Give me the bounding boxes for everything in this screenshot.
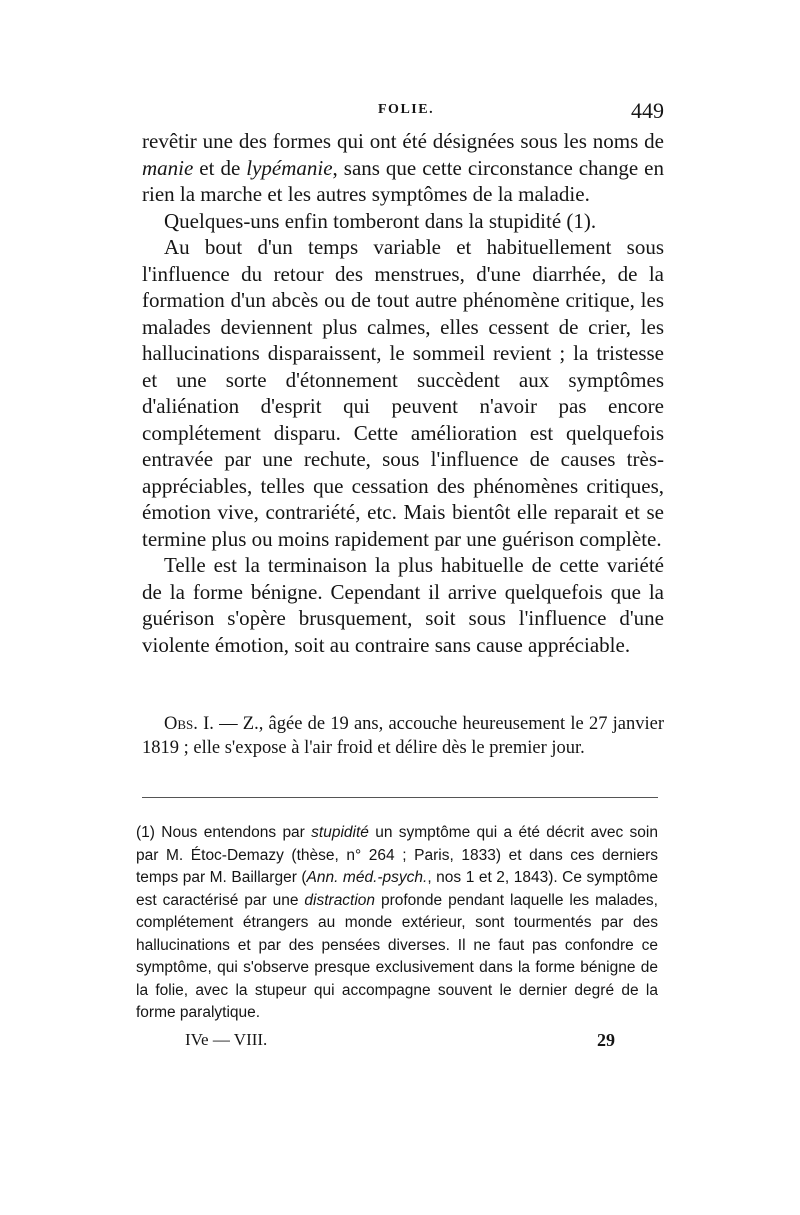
paragraph-3: Au bout d'un temps variable et habituellement sous l'influence du retour des menstrues, d'une diarrhée, de la formation d'un abcès ou de tout autre phénomène critique, les malades deviennent plus calmes, elles cessent de crier, les hallucinations disparaissent, le sommeil revient ; la tristesse et une sorte d'étonnement succèdent aux symptômes d'aliénation d'esprit qui peuvent n'avoir pas encore complétement disparu. Cette amélioration est quelquefois entravée par une rechute, sous l'influence de causes très-appréciables, telles que cessation des phénomènes critiques, émotion vive, contrariété, etc. Mais bientôt elle reparait et se termine plus ou moins rapidement par une guérison complète. [142, 235, 664, 551]
text-run: , sans que cette circonstance change en rien la marche et les autres symptômes de la maladie. [142, 155, 665, 206]
text-run: , nos 1 et 2, 1843). Ce symptôme est caractérisé par une [136, 869, 658, 909]
signature-line [185, 1030, 615, 1058]
text-run: un symptôme qui a été décrit avec soin par M. Étoc-Demazy (thèse, n° 264 ; Paris, 1833) et dans ces derniers temps par M. Baillarger ( [136, 824, 658, 886]
observation-label: Obs. I. [164, 714, 214, 734]
page-header [142, 98, 664, 128]
italic-term-stupidite: stupidité [311, 824, 369, 841]
running-title: FOLIE. [378, 102, 435, 117]
italic-term-manie: manie [142, 155, 194, 180]
italic-term-lypemanie: lypémanie [246, 155, 333, 180]
text-run: (1) Nous entendons par [136, 824, 312, 841]
italic-journal-title: Ann. méd.-psych. [306, 869, 428, 886]
observation-paragraph [142, 712, 664, 760]
footnote-paragraph [136, 822, 658, 1025]
footnote-divider [142, 797, 658, 798]
observation-text: — Z., âgée de 19 ans, accouche heureusement le 27 janvier 1819 ; elle s'expose à l'air froid et délire dès le premier jour. [142, 714, 665, 758]
observation [142, 712, 664, 760]
paragraph-1 [142, 128, 664, 208]
main-text [142, 128, 664, 658]
paragraph-2: Quelques-uns enfin tomberont dans la stupidité (1). [164, 208, 597, 233]
italic-term-distraction: distraction [304, 891, 376, 909]
page-number: 449 [631, 98, 664, 123]
text-run: profonde pendant laquelle les malades, complétement étrangers au monde extérieur, sont tourmentés par des hallucinations et par des pensées diverses. Il ne faut pas confondre ce symptôme, qui s'observe presque exclusivement dans la forme bénigne de la folie, avec la stupeur qui accompagne souvent le dernier degré de la forme paralytique. [136, 891, 658, 1021]
text-run: revêtir une des formes qui ont été désignées sous les noms de [142, 129, 664, 153]
signature-number: 29 [597, 1030, 615, 1050]
footnote [136, 822, 658, 1025]
paragraph-4: Telle est la terminaison la plus habituelle de cette variété de la forme bénigne. Cependant il arrive quelquefois que la guérison s'opère brusquement, soit sous l'influence d'une violente émotion, soit au contraire sans cause appréciable. [142, 553, 664, 657]
text-run: et de [193, 155, 247, 180]
signature-mark: IVe — VIII. [185, 1030, 268, 1049]
